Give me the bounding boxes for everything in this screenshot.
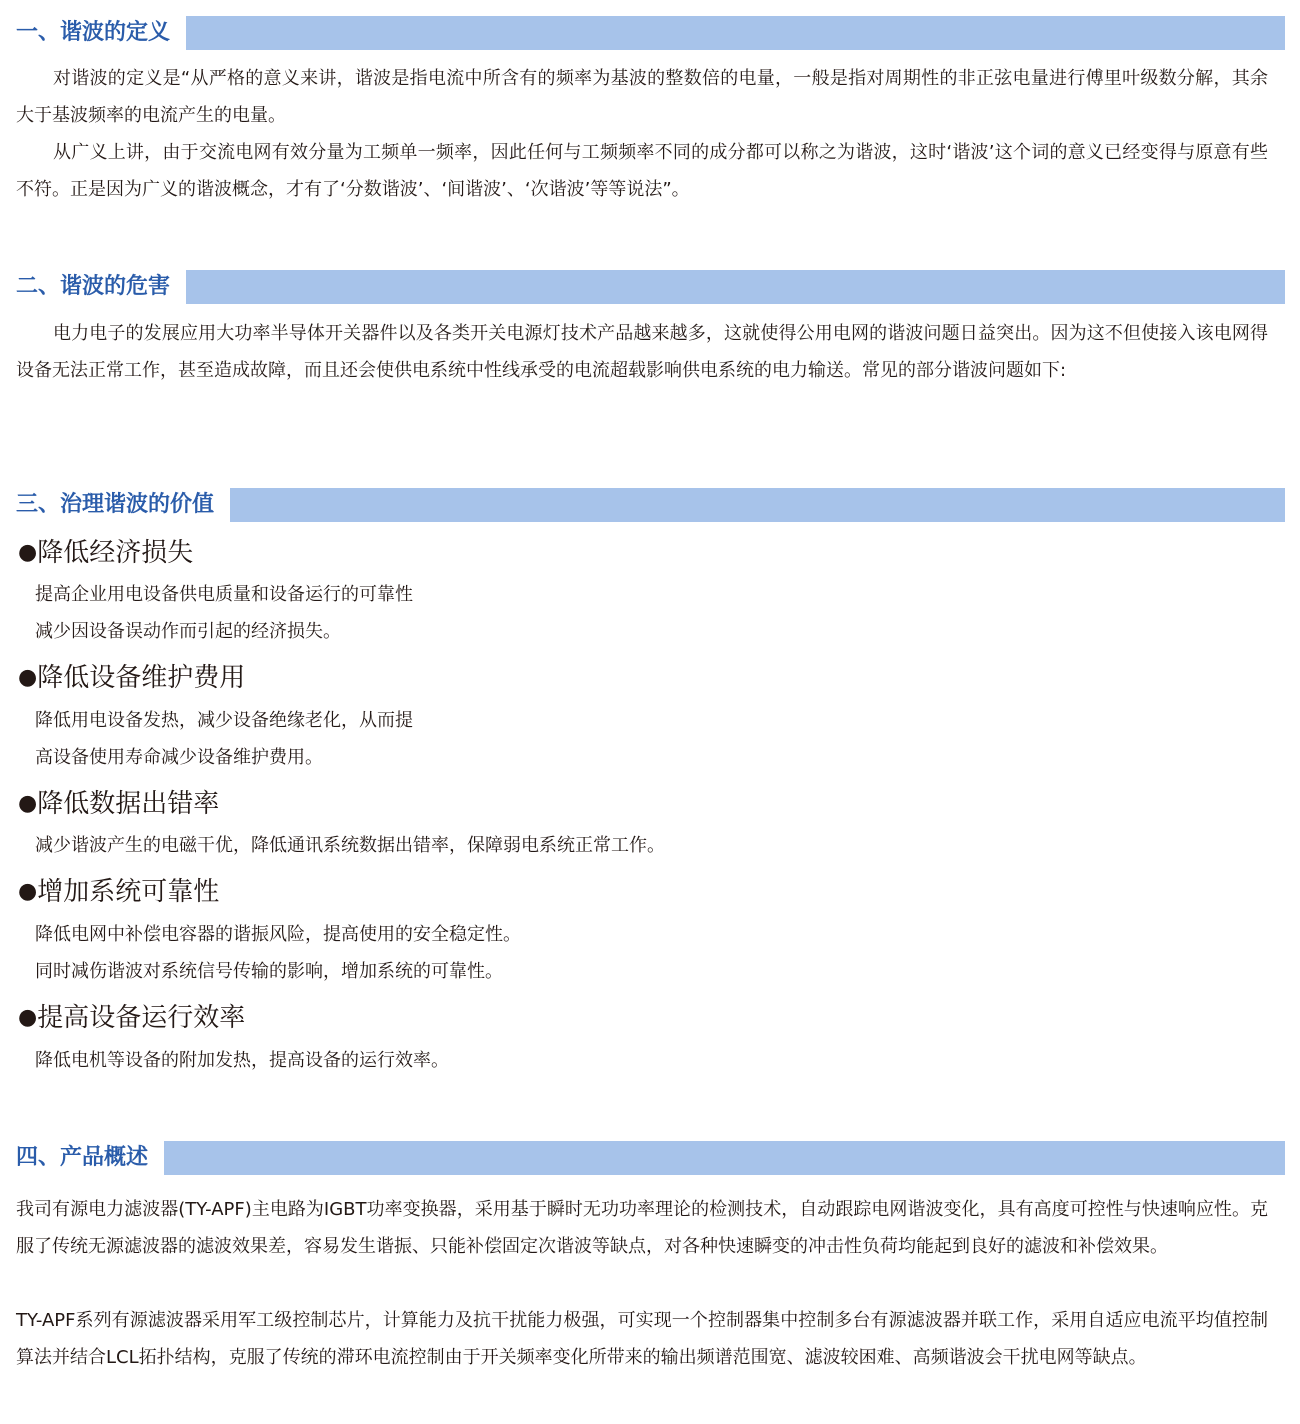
paragraph: 电力电子的发展应用大功率半导体开关器件以及各类开关电源灯技术产品越来越多，这就使得公用电网的谐波问题日益突出。因为这不但使接入该电网得设备无法正常工作，甚至造成故障，而且还会使供电系统中性线承受的电流超载影响供电系统的电力输送。常见的部分谐波问题如下: bbox=[16, 323, 1268, 381]
bullet-heading: ●降低经济损失 bbox=[18, 538, 194, 568]
bullet-line: 减少谐波产生的电磁干优，降低通讯系统数据出错率，保障弱电系统正常工作。 bbox=[35, 835, 665, 856]
bullet-line: 降低电机等设备的附加发热，提高设备的运行效率。 bbox=[35, 1050, 449, 1071]
section-header-value bbox=[16, 488, 1285, 522]
paragraph: 对谐波的定义是“从严格的意义来讲，谐波是指电流中所含有的频率为基波的整数倍的电量，一般是指对周期性的非正弦电量进行傅里叶级数分解，其余大于基波频率的电流产生的电量。 bbox=[16, 68, 1268, 126]
bullet-icon: ● bbox=[18, 791, 38, 816]
section-title: 二、谐波的危害 bbox=[16, 274, 171, 299]
section-header-definition bbox=[16, 16, 1285, 50]
section-header-product bbox=[16, 1141, 1285, 1175]
bullet-line: 降低用电设备发热，减少设备绝缘老化，从而提 bbox=[35, 710, 413, 731]
bullet-line: 提高企业用电设备供电质量和设备运行的可靠性 bbox=[35, 584, 413, 605]
section-header-harm bbox=[16, 270, 1285, 304]
section-title: 三、治理谐波的价值 bbox=[16, 492, 215, 517]
bullet-icon: ● bbox=[18, 665, 38, 690]
bullet-icon: ● bbox=[18, 540, 38, 565]
header-band bbox=[186, 16, 1285, 50]
paragraph: TY-APF系列有源滤波器采用军工级控制芯片，计算能力及抗干扰能力极强，可实现一个控制器集中控制多台有源滤波器并联工作，采用自适应电流平均值控制算法并结合LCL拓扑结构，克服了传统的滞环电流控制由于开关频率变化所带来的输出频谱范围宽、滤波较困难、高频谐波会干扰电网等缺点。 bbox=[16, 1310, 1268, 1368]
section-title: 一、谐波的定义 bbox=[16, 20, 171, 45]
bullet-icon: ● bbox=[18, 1005, 38, 1030]
bullet-icon: ● bbox=[18, 879, 38, 904]
bullet-heading: ●提高设备运行效率 bbox=[18, 1003, 246, 1033]
paragraph: 我司有源电力滤波器(TY-APF)主电路为IGBT功率变换器，采用基于瞬时无功功率理论的检测技术，自动跟踪电网谐波变化，具有高度可控性与快速响应性。克服了传统无源滤波器的滤波效果差，容易发生谐振、只能补偿固定次谐波等缺点，对各种快速瞬变的冲击性负荷均能起到良好的滤波和补偿效果。 bbox=[16, 1199, 1268, 1257]
paragraph: 从广义上讲，由于交流电网有效分量为工频单一频率，因此任何与工频频率不同的成分都可以称之为谐波，这时‘谐波’这个词的意义已经变得与原意有些不符。正是因为广义的谐波概念，才有了‘分数谐波’、‘间谐波’、‘次谐波’等等说法”。 bbox=[16, 142, 1268, 200]
bullet-line: 同时减伤谐波对系统信号传输的影响，增加系统的可靠性。 bbox=[35, 961, 503, 982]
bullet-heading: ●降低设备维护费用 bbox=[18, 663, 246, 693]
bullet-line: 减少因设备误动作而引起的经济损失。 bbox=[35, 621, 341, 642]
bullet-heading: ●降低数据出错率 bbox=[18, 789, 220, 819]
bullet-line: 降低电网中补偿电容器的谐振风险，提高使用的安全稳定性。 bbox=[35, 924, 521, 945]
header-band bbox=[230, 488, 1285, 522]
bullet-heading: ●增加系统可靠性 bbox=[18, 877, 220, 907]
header-band bbox=[186, 270, 1285, 304]
section-title: 四、产品概述 bbox=[16, 1145, 149, 1170]
header-band bbox=[164, 1141, 1285, 1175]
bullet-line: 高设备使用寿命减少设备维护费用。 bbox=[35, 747, 323, 768]
